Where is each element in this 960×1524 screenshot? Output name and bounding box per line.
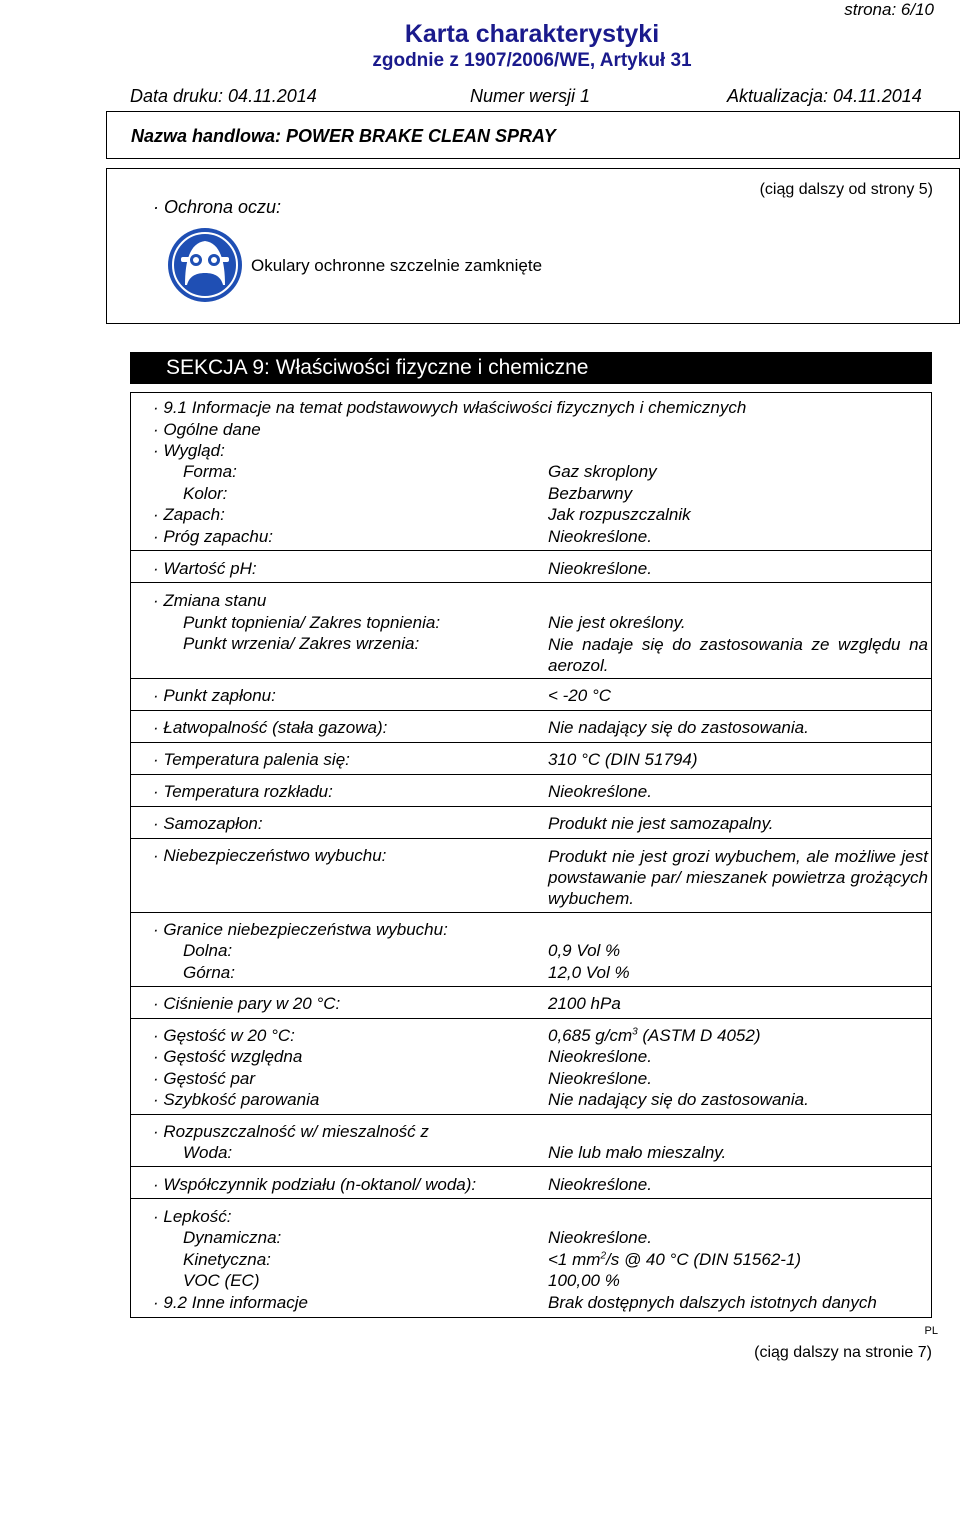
row-label: Kolor: [183,484,228,503]
row-value: Produkt nie jest grozi wybuchem, ale możliwe jest powstawanie par/ mieszanek powietrza grożących wybuchem. [548,847,928,908]
page-number: strona: 6/10 [844,0,934,19]
row-divider [130,774,932,775]
row-value: Nieokreślone. [548,559,652,578]
row-label: Forma: [183,462,237,481]
row-divider [130,582,932,583]
row-value: Nieokreślone. [548,782,652,801]
row-label: · Lepkość: [153,1207,232,1226]
row-divider [130,678,932,679]
row-label: · 9.2 Inne informacje [153,1293,308,1312]
row-divider [130,1166,932,1167]
row-label: · Szybkość parowania [153,1090,320,1109]
density-unit-exponent: 3 [632,1026,638,1038]
row-label: · Gęstość w 20 °C: [153,1026,295,1045]
row-label: · Temperatura rozkładu: [153,782,333,801]
row-value: 2100 hPa [548,994,621,1013]
density-standard: (ASTM D 4052) [637,1026,761,1045]
row-label: Dolna: [183,941,233,960]
row-label: · Zapach: [153,505,225,524]
document-subtitle: zgodnie z 1907/2006/WE, Artykuł 31 [372,50,692,71]
row-label: · Samozapłon: [153,814,263,833]
row-value: Nie lub mało mieszalny. [548,1143,727,1162]
language-code: PL [924,1325,938,1337]
row-divider [130,986,932,987]
row-value: Brak dostępnych dalszych istotnych danych [548,1293,877,1312]
row-value: Nie nadaje się do zastosowania ze względu na aerozol. [548,635,928,675]
row-value: Bezbarwny [548,484,633,503]
row-label: Woda: [183,1143,233,1162]
row-label: · Ogólne dane [153,420,261,439]
row-divider [130,1198,932,1199]
row-value: Nie jest określony. [548,613,686,632]
row-label: Dynamiczna: [183,1228,282,1247]
row-label: · Niebezpieczeństwo wybuchu: [153,846,387,865]
eye-protection-box [106,168,960,324]
row-divider [130,1114,932,1115]
row-value [548,1250,801,1270]
row-divider [130,710,932,711]
row-label: · Gęstość względna [153,1047,303,1066]
viscosity-unit-exponent: 2 [600,1250,606,1262]
row-value: Gaz skroplony [548,462,657,481]
row-label: · Ciśnienie pary w 20 °C: [153,994,341,1013]
row-label: VOC (EC) [183,1271,260,1290]
section-title: SEKCJA 9: Właściwości fizyczne i chemiczne [166,356,589,379]
row-value: Nie nadający się do zastosowania. [548,718,809,737]
row-value: Nieokreślone. [548,1228,652,1247]
row-label: · Współczynnik podziału (n-oktanol/ woda): [153,1175,477,1194]
row-value: < -20 °C [548,686,612,705]
row-label: Punkt topnienia/ Zakres topnienia: [183,613,441,632]
row-value: 100,00 % [548,1271,620,1290]
row-divider [130,1018,932,1019]
row-value: Produkt nie jest samozapalny. [548,814,774,833]
row-divider [130,806,932,807]
row-label: Kinetyczna: [183,1250,271,1269]
row-divider [130,742,932,743]
continued-from-label: (ciąg dalszy od strony 5) [759,181,933,198]
row-label: Punkt wrzenia/ Zakres wrzenia: [183,634,420,653]
row-label: · 9.1 Informacje na temat podstawowych właściwości fizycznych i chemicznych [153,398,747,417]
eye-protection-label: · Ochrona oczu: [153,197,282,217]
row-label: · Wartość pH: [153,559,257,578]
row-divider [130,838,932,839]
row-label: · Zmiana stanu [153,591,267,610]
row-label: · Punkt zapłonu: [153,686,276,705]
viscosity-value: <1 mm [548,1250,601,1269]
section-title-bar [130,352,932,384]
row-label: · Łatwopalność (stała gazowa): [153,718,388,737]
goggles-pictogram-icon [167,227,243,303]
row-value: Nieokreślone. [548,527,652,546]
viscosity-standard: /s @ 40 °C (DIN 51562-1) [606,1250,802,1269]
row-value: Nie nadający się do zastosowania. [548,1090,809,1109]
row-label: · Gęstość par [153,1069,256,1088]
row-divider [130,912,932,913]
row-value: 0,9 Vol % [548,941,621,960]
row-label: · Wygląd: [153,441,225,460]
density-value: 0,685 g/cm [548,1026,633,1045]
goggles-text: Okulary ochronne szczelnie zamknięte [251,256,543,275]
row-value: 12,0 Vol % [548,963,630,982]
row-value: Jak rozpuszczalnik [548,505,691,524]
row-label: · Rozpuszczalność w/ mieszalność z [153,1122,429,1141]
trade-name: Nazwa handlowa: POWER BRAKE CLEAN SPRAY [131,126,556,146]
document-title: Karta charakterystyki [404,20,660,48]
row-divider [130,550,932,551]
row-label: · Granice niebezpieczeństwa wybuchu: [153,920,448,939]
print-date: Data druku: 04.11.2014 [130,86,317,106]
row-value: 310 °C (DIN 51794) [548,750,698,769]
row-label: Górna: [183,963,235,982]
trade-name-box [106,111,960,159]
row-value: Nieokreślone. [548,1047,652,1066]
version-number: Numer wersji 1 [470,86,591,106]
continued-to-label: (ciąg dalszy na stronie 7) [754,1344,932,1361]
row-value: Nieokreślone. [548,1069,652,1088]
row-value [548,1026,760,1046]
row-label: · Próg zapachu: [153,527,274,546]
row-value: Nieokreślone. [548,1175,652,1194]
row-label: · Temperatura palenia się: [153,750,350,769]
update-date: Aktualizacja: 04.11.2014 [727,86,922,106]
